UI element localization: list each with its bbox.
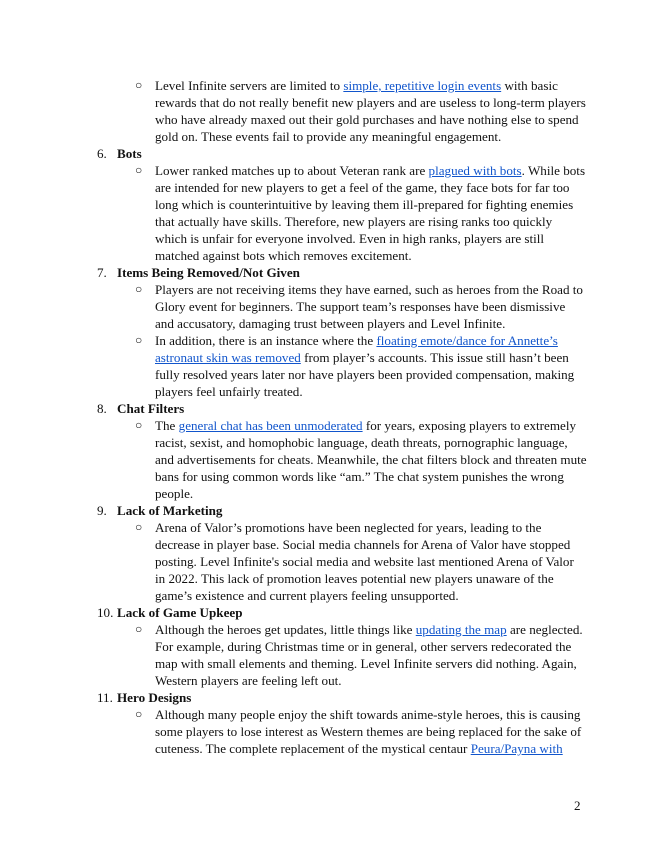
bullet-icon: ○: [135, 520, 143, 534]
sub-item: [97, 417, 587, 502]
link-general-chat-unmoderated[interactable]: general chat has been unmoderated: [178, 418, 363, 433]
bullet-icon: ○: [135, 163, 143, 177]
link-plagued-with-bots[interactable]: plagued with bots: [428, 163, 522, 178]
sub-text: Arena of Valor’s promotions have been neglected for years, leading to the decrease in player base. Social media channels for Arena of Valor have stopped posting. Level Infinite's social media and website last mentioned Arena of Valor in 2022. This lack of promotion leaves potential new players unaware of the game’s existence and current players feeling unsupported.: [155, 520, 574, 603]
document-body: [97, 77, 587, 757]
bullet-icon: ○: [135, 282, 143, 296]
bullet-icon: ○: [135, 707, 143, 721]
item-number: 8.: [97, 401, 107, 416]
text-after: . While bots are intended for new players to get a feel of the game, they face bots for far too long which is counterintuitive by leaving them ill-prepared for fighting enemies that actually have skills. Therefore, new players are rising ranks too quickly which is unfair for everyone involved. Even in high ranks, players are still matched against bots which removes excitement.: [155, 163, 586, 263]
text-after: with basic rewards that do not really benefit new players and are useless to long-term players who have already maxed out their gold purchases and have nothing else to spend gold on. These events fail to provide any meaningful engagement.: [155, 78, 586, 144]
list-item-lack-of-marketing: [97, 502, 587, 519]
list-item-bots: [97, 145, 587, 162]
bullet-icon: ○: [135, 333, 143, 347]
link-floating-emote-removed[interactable]: floating emote/dance for Annette’s astronaut skin was removed: [155, 333, 558, 365]
text-after: for years, exposing players to extremely racist, sexist, and homophobic language, death threats, pornographic language, and advertisements for cheats. Meanwhile, the chat filters block and threaten mute bans for using common words like “am.” The chat system punishes the wrong people.: [155, 418, 587, 501]
sub-item: [97, 621, 587, 689]
bullet-icon: ○: [135, 622, 143, 636]
text-before: The: [155, 418, 179, 433]
page-number: 2: [574, 798, 581, 813]
text-before: In addition, there is an instance where the: [155, 333, 377, 348]
link-peura-payna[interactable]: Peura/Payna with: [470, 741, 563, 756]
text-before: Although many people enjoy the shift towards anime-style heroes, this is causing some players to lose interest as Western themes are being replaced for the sake of cuteness. The complete replacement of the mystical centaur: [155, 707, 582, 756]
item-number: 6.: [97, 146, 107, 161]
item-title: Hero Designs: [117, 690, 192, 705]
item-number: 7.: [97, 265, 107, 280]
sub-item: [97, 706, 587, 757]
sub-item: [97, 162, 587, 264]
item-title: Bots: [117, 146, 142, 161]
text-before: Although the heroes get updates, little things like: [155, 622, 416, 637]
link-updating-the-map[interactable]: updating the map: [415, 622, 507, 637]
list-item-lack-of-game-upkeep: [97, 604, 587, 621]
intro-subitem: [97, 77, 587, 145]
item-number: 11.: [97, 690, 113, 705]
text-after: from player’s accounts. This issue still hasn’t been fully resolved years later nor have players been provided compensation, making players feel unfairly treated.: [155, 350, 575, 399]
sub-text: Players are not receiving items they have earned, such as heroes from the Road to Glory event for beginners. The support team’s responses have been dismissive and accusatory, damaging trust between players and Level Infinite.: [155, 282, 583, 331]
item-number: 9.: [97, 503, 107, 518]
item-title: Items Being Removed/Not Given: [117, 265, 300, 280]
text-after: are neglected. For example, during Christmas time or in general, other servers redecorated the map with small elements and theming. Level Infinite servers did nothing. Again, Western players are feeling left out.: [155, 622, 583, 688]
text-before: Lower ranked matches up to about Veteran rank are: [155, 163, 429, 178]
link-simple-repetitive-login-events[interactable]: simple, repetitive login events: [343, 78, 502, 93]
item-title: Lack of Game Upkeep: [117, 605, 243, 620]
list-item-items-removed: [97, 264, 587, 281]
item-title: Lack of Marketing: [117, 503, 223, 518]
list-item-hero-designs: [97, 689, 587, 706]
sub-item: [97, 332, 587, 400]
bullet-icon: ○: [135, 418, 143, 432]
bullet-icon: ○: [135, 78, 143, 92]
list-item-chat-filters: [97, 400, 587, 417]
sub-item: [97, 519, 587, 604]
sub-item: [97, 281, 587, 332]
item-title: Chat Filters: [117, 401, 185, 416]
text-before: Level Infinite servers are limited to: [155, 78, 344, 93]
item-number: 10.: [97, 605, 114, 620]
